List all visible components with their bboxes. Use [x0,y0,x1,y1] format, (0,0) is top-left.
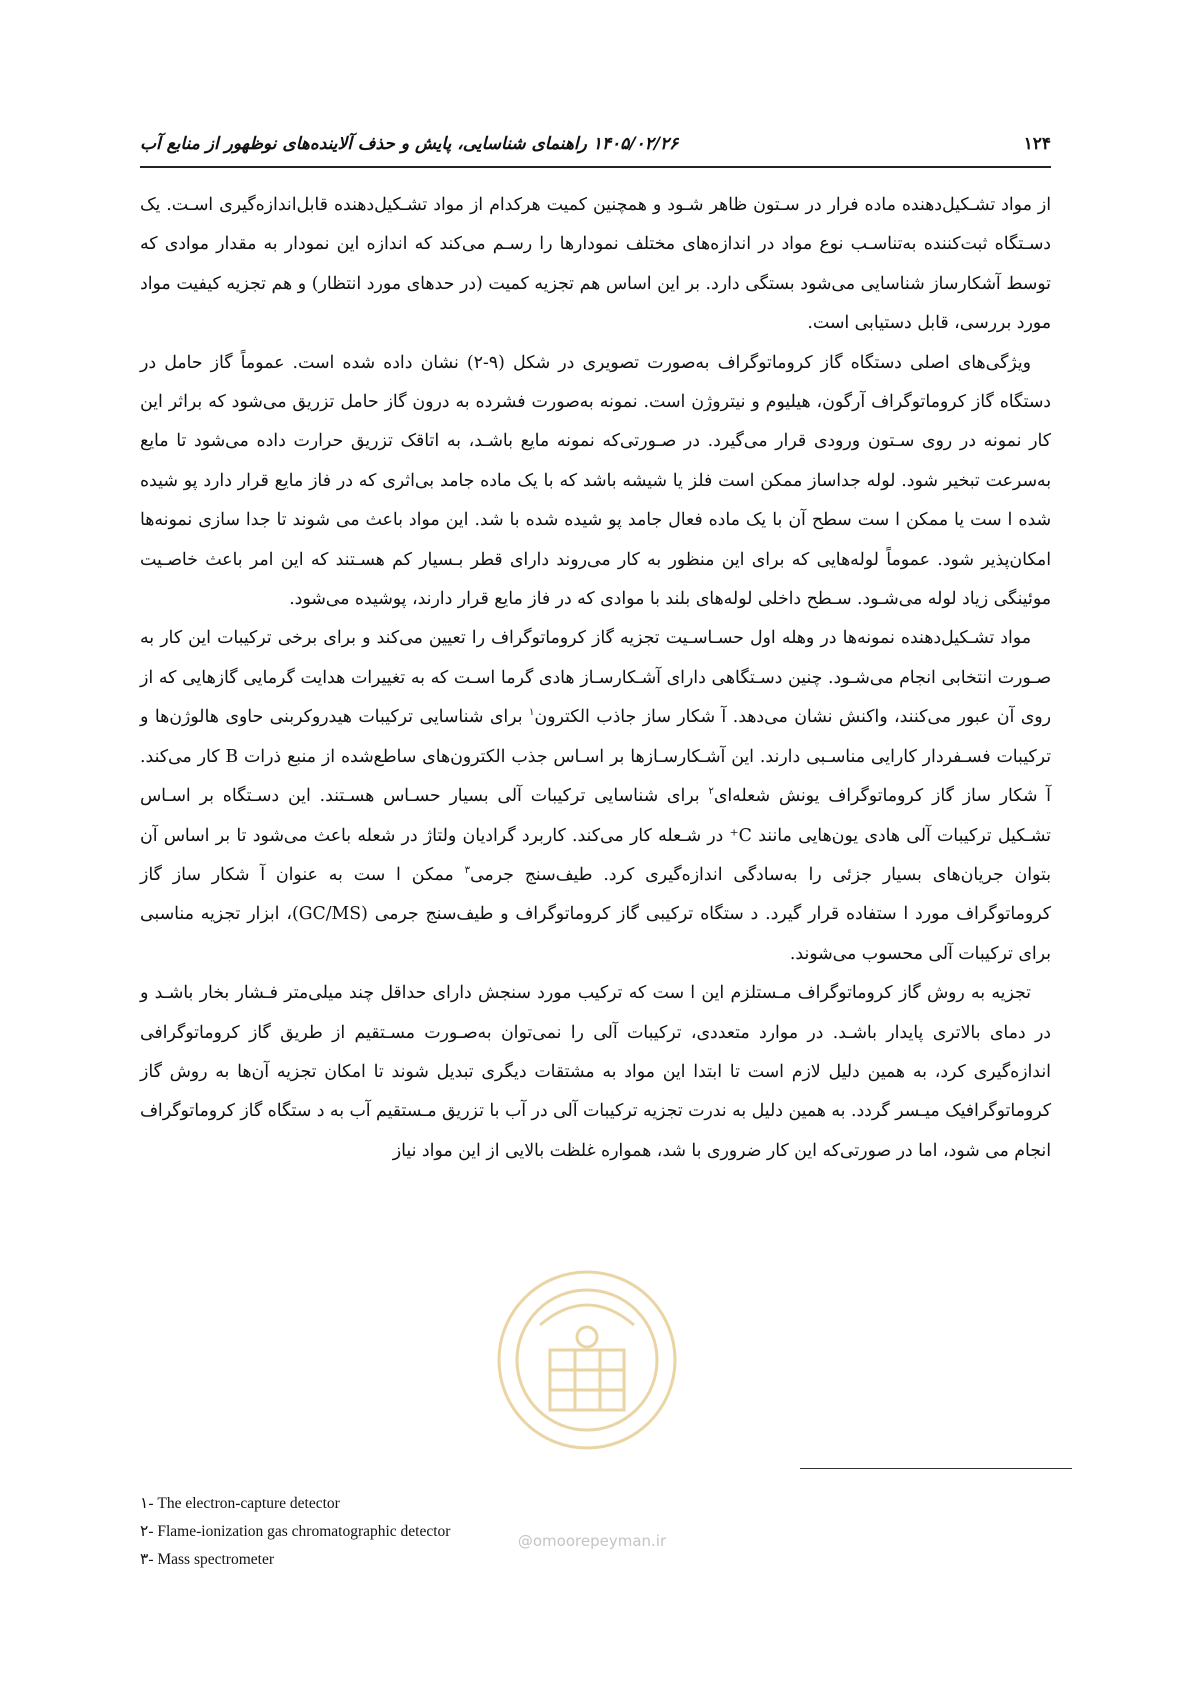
paragraph-4: تجزیه به روش گاز کروماتوگراف مـستلزم این ا ست که ترکیب مورد سنجش دارای حداقل چند میلی‌متر فـشار بخار باشـد و در دمای بالاتری پایدار باشـد. در موارد متعددی، ترکیبات آلی را نمی‌توان به‌صـورت مسـتقیم از طریق گاز کروماتوگرافی اندازه‌گیری کرد، به همین دلیل لازم است تا ابتدا این مواد به مشتقات دیگری تبدیل شوند تا امکان تجزیه آن‌ها به روش گاز کروماتوگرافیک میـسر گردد. به همین دلیل به ندرت تجزیه ترکیبات آلی در آب با تزریق مـستقیم آب به د ستگاه گاز کروماتوگراف انجام می شود، اما در صورتی‌که این کار ضروری با شد، همواره غلظت بالایی از این مواد نیاز [140,983,1051,1161]
paragraph-1: از مواد تشـکیل‌دهنده ماده فرار در سـتون ظاهر شـود و همچنین کمیت هرکدام از مواد تشـکیل‌دهنده قابل‌اندازه‌گیری اسـت. یک دسـتگاه ثبت‌کننده به‌تناسـب نوع مواد در اندازه‌های مختلف نمودارها را رسـم می‌کند که اندازه این نمودار به مقدار موادی که توسط آشکارساز شناسایی می‌شود بستگی دارد. بر این اساس هم تجزیه کمیت (در حدهای مورد انتظار) و هم تجزیه کیفیت مواد مورد بررسی، قابل دستیابی است. [140,195,1051,334]
footnote-2: ۲- Flame-ionization gas chromatographic detector [140,1523,451,1540]
footnote-ref-1: ۱ [529,707,535,719]
footnote-separator [800,1468,1072,1469]
running-title: ۱۴۰۵/۰۲/۲۶ راهنمای شناسایی، پایش و حذف آلاینده‌های نوظهور از منابع آب [140,134,679,154]
footnote-ref-2: ۲ [708,786,714,798]
body-text [140,186,1051,1171]
page-number: ۱۲۴ [1023,134,1051,154]
watermark-seal-icon [480,1255,695,1555]
watermark-text: @omoorepeyman.ir [517,1532,667,1550]
paragraph-3-part-3: برای شناسایی ترکیبات آلی بسیار حسـاس هسـتند. این دسـتگاه بر اسـاس تشـکیل ترکیبات آلی هادی یون‌هایی مانند C⁺ در شـعله کار می‌کند. کاربرد گرادیان ولتاژ در شعله باعث می‌شود تا بر اساس آن بتوان جریان‌های بسیار جزئی را به‌سادگی اندازه‌گیری کرد. طیف‌سنج جرمی [140,786,1051,885]
footnote-ref-3: ۳ [464,865,470,877]
footnote-3: ۳- Mass spectrometer [140,1551,275,1568]
footnotes [140,1490,450,1574]
paragraph-3-part-1: مواد تشـکیل‌دهنده نمونه‌ها در وهله اول حسـاسـیت تجزیه گاز کروماتوگراف را تعیین می‌کند و برای برخی ترکیبات این کار به صـورت انتخابی انجام می‌شـود. چنین دسـتگاهی دارای آشـکارسـاز هادی گرما اسـت که به تغییرات هدایت گرمایی گازهایی که از روی آن عبور می‌کنند، واکنش نشان می‌دهد. آ شکار ساز جاذب الکترون [140,628,1051,728]
page-header [140,128,1051,168]
paragraph-3-part-4: ممکن ا ست به عنوان آ شکار ساز گاز کروماتوگراف مورد ا ستفاده قرار گیرد. د ستگاه ترکیبی گاز کروماتوگراف و طیف‌سنج جرمی (GC/MS)، ابزار تجزیه مناسبی برای ترکیبات آلی محسوب می‌شوند. [140,864,1051,964]
paragraph-3-part-2: برای شناسایی ترکیبات هیدروکربنی حاوی هالوژن‌ها و ترکیبات فسـفردار کارایی مناسـبی دارند. این آشـکارسـازها بر اسـاس جذب الکترون‌های ساطع‌شده از منبع ذرات B کار می‌کند. آ شکار ساز گاز کروماتوگراف یونش شعله‌ای [140,707,1051,807]
paragraph-2: ویژگی‌های اصلی دستگاه گاز کروماتوگراف به‌صورت تصویری در شکل (۹-۲) نشان داده شده است. عموماً گاز حامل در دستگاه گاز کروماتوگراف آرگون، هیلیوم و نیتروژن است. نمونه به‌صورت فشرده به درون گاز حامل تزریق می‌شود که براثر این کار نمونه در روی سـتون ورودی قرار می‌گیرد. در صـورتی‌که نمونه مایع باشـد، به اتاقک تزریق حرارت داده می‌شود تا مایع به‌سرعت تبخیر شود. لوله جداساز ممکن است فلز یا شیشه باشد که با یک ماده جامد بی‌اثری که در فاز مایع قرار دارد پو شیده شده ا ست یا ممکن ا ست سطح آن با یک ماده فعال جامد پو شیده شده با شد. این مواد باعث می شوند تا جدا سازی نمونه‌ها امکان‌پذیر شود. عموماً لوله‌هایی که برای این منظور به کار می‌روند دارای قطر بـسیار کم هسـتند که این امر باعث خاصـیت موئینگی زیاد لوله می‌شـود. سـطح داخلی لوله‌های بلند با موادی که در فاز مایع قرار دارند، پوشیده می‌شود. [140,352,1051,610]
paragraph-3 [140,619,1051,974]
footnote-1: ۱- The electron-capture detector [140,1495,340,1512]
